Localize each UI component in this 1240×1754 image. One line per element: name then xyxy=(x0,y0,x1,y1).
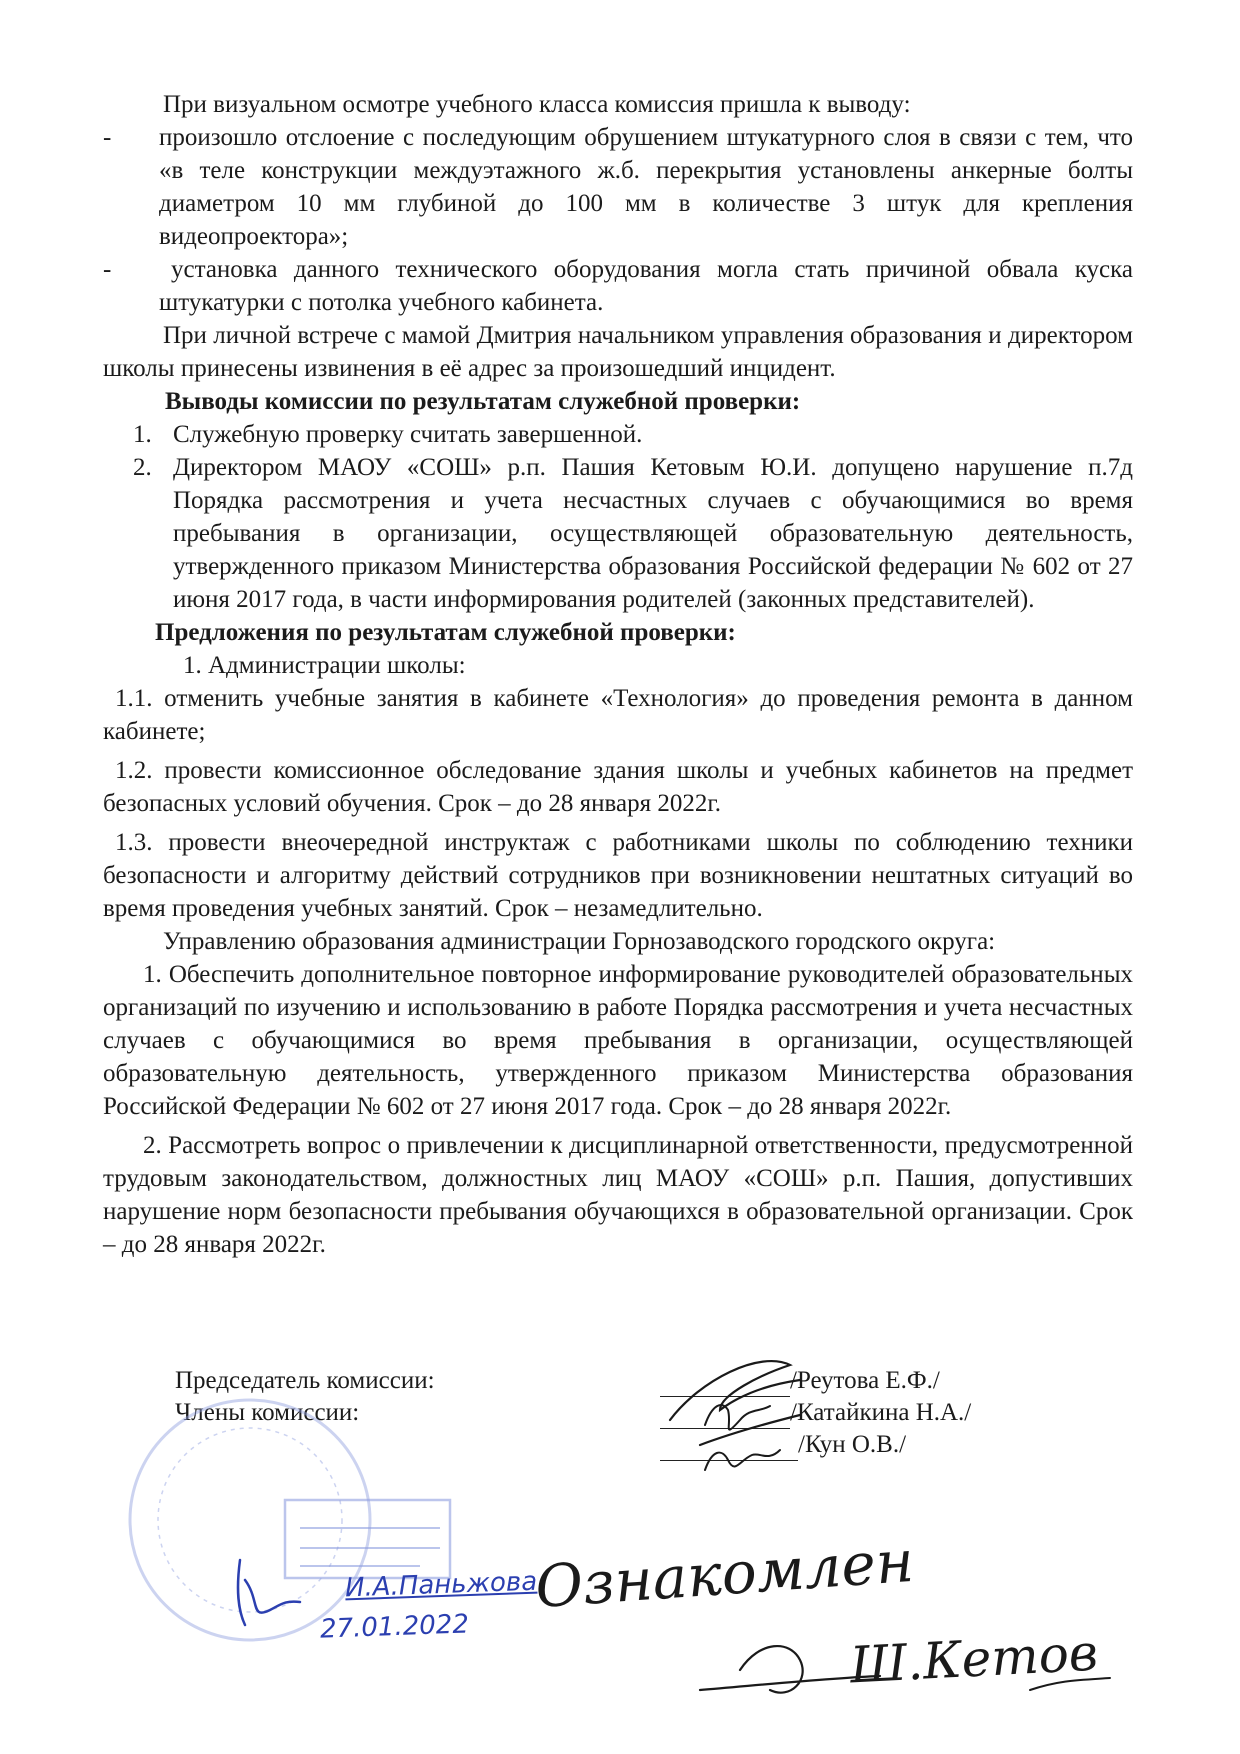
handwritten-date-note: 27.01.2022 xyxy=(319,1609,470,1645)
proposals-heading: Предложения по результатам служебной проверки: xyxy=(155,619,736,646)
item-number: 1. xyxy=(133,421,152,448)
dash-marker: - xyxy=(103,124,112,151)
education-dept-item-2: 2. Рассмотреть вопрос о привлечении к дисциплинарной ответственности, предусмотренной трудовым законодательством, должностных лиц МАОУ «СОШ» р.п. Пашия, допустивших нарушение норм безопасности пребывания обучающихся в образовательной организации. Срок – до 28 января 2022г. xyxy=(103,1132,1133,1258)
finding-text-1: произошло отслоение с последующим обрушением штукатурного слоя в связи с тем, что «в теле конструкции междуэтажного ж.б. перекрытия установлены анкерные болты диаметром 10 мм глубиной до 100 мм в количестве 3 штук для крепления видеопроектора»; xyxy=(159,124,1133,250)
handwritten-name-note: И.А.Паньжова xyxy=(344,1566,538,1604)
handwritten-acknowledged: Ознакомлен xyxy=(533,1526,916,1622)
member1-name: /Катайкина Н.А./ xyxy=(790,1399,972,1426)
item-number: 2. xyxy=(133,454,152,481)
proposal-1-1: 1.1. отменить учебные занятия в кабинете «Технология» до проведения ремонта в данном кабинете; xyxy=(103,685,1133,745)
conclusions-heading: Выводы комиссии по результатам служебной проверки: xyxy=(165,388,801,415)
meeting-paragraph: При личной встрече с мамой Дмитрия начальником управления образования и директором школы принесены извинения в её адрес за произошедший инцидент. xyxy=(103,322,1133,382)
proposal-1-2: 1.2. провести комиссионное обследование здания школы и учебных кабинетов на предмет безопасных условий обучения. Срок – до 28 января 2022г. xyxy=(103,757,1133,817)
proposal-1-3: 1.3. провести внеочередной инструктаж с работниками школы по соблюдению техники безопасности и алгоритму действий сотрудников при возникновении нештатных ситуаций во время проведения учебных занятий. Срок – незамедлительно. xyxy=(103,829,1133,922)
handwritten-surname: Ш.Кетов xyxy=(848,1623,1100,1695)
education-dept-item-1: 1. Обеспечить дополнительное повторное информирование руководителей образовательных организаций по изучению и использованию в работе Порядка рассмотрения и учета несчастных случаев с обучающимися во время пребывания в организации, осуществляющей образовательную деятельность, утвержденного приказом Министерства образования Российской Федерации № 602 от 27 июня 2017 года. Срок – до 28 января 2022г. xyxy=(103,961,1133,1120)
intro-paragraph: При визуальном осмотре учебного класса комиссия пришла к выводу: xyxy=(163,91,911,118)
member2-name: /Кун О.В./ xyxy=(798,1431,907,1458)
chair-signature xyxy=(670,1361,800,1445)
members-label: Члены комиссии: xyxy=(175,1399,360,1426)
conclusion-text-1: Служебную проверку считать завершенной. xyxy=(173,421,643,448)
conclusion-text-2: Директором МАОУ «СОШ» р.п. Пашия Кетовым Ю.И. допущено нарушение п.7д Порядка рассмотрения и учета несчастных случаев с обучающимися во время пребывания в организации, осуществляющей образовательную деятельность, утвержденного приказом Министерства образования Российской федерации № 602 от 27 июня 2017 года, в части информирования родителей (законных представителей). xyxy=(173,454,1133,613)
finding-text-2: установка данного технического оборудования могла стать причиной обвала куска штукатурки с потолка учебного кабинета. xyxy=(159,256,1133,316)
dash-marker: - xyxy=(103,256,112,283)
chair-label: Председатель комиссии: xyxy=(175,1367,435,1394)
chair-name: /Реутова Е.Ф./ xyxy=(790,1367,940,1394)
education-dept-heading: Управлению образования администрации Горнозаводского городского округа: xyxy=(163,928,996,955)
school-admin-heading: 1. Администрации школы: xyxy=(183,652,466,679)
round-stamp xyxy=(130,1400,370,1640)
member2-signature xyxy=(705,1450,780,1470)
blue-initial-signature xyxy=(238,1560,300,1625)
